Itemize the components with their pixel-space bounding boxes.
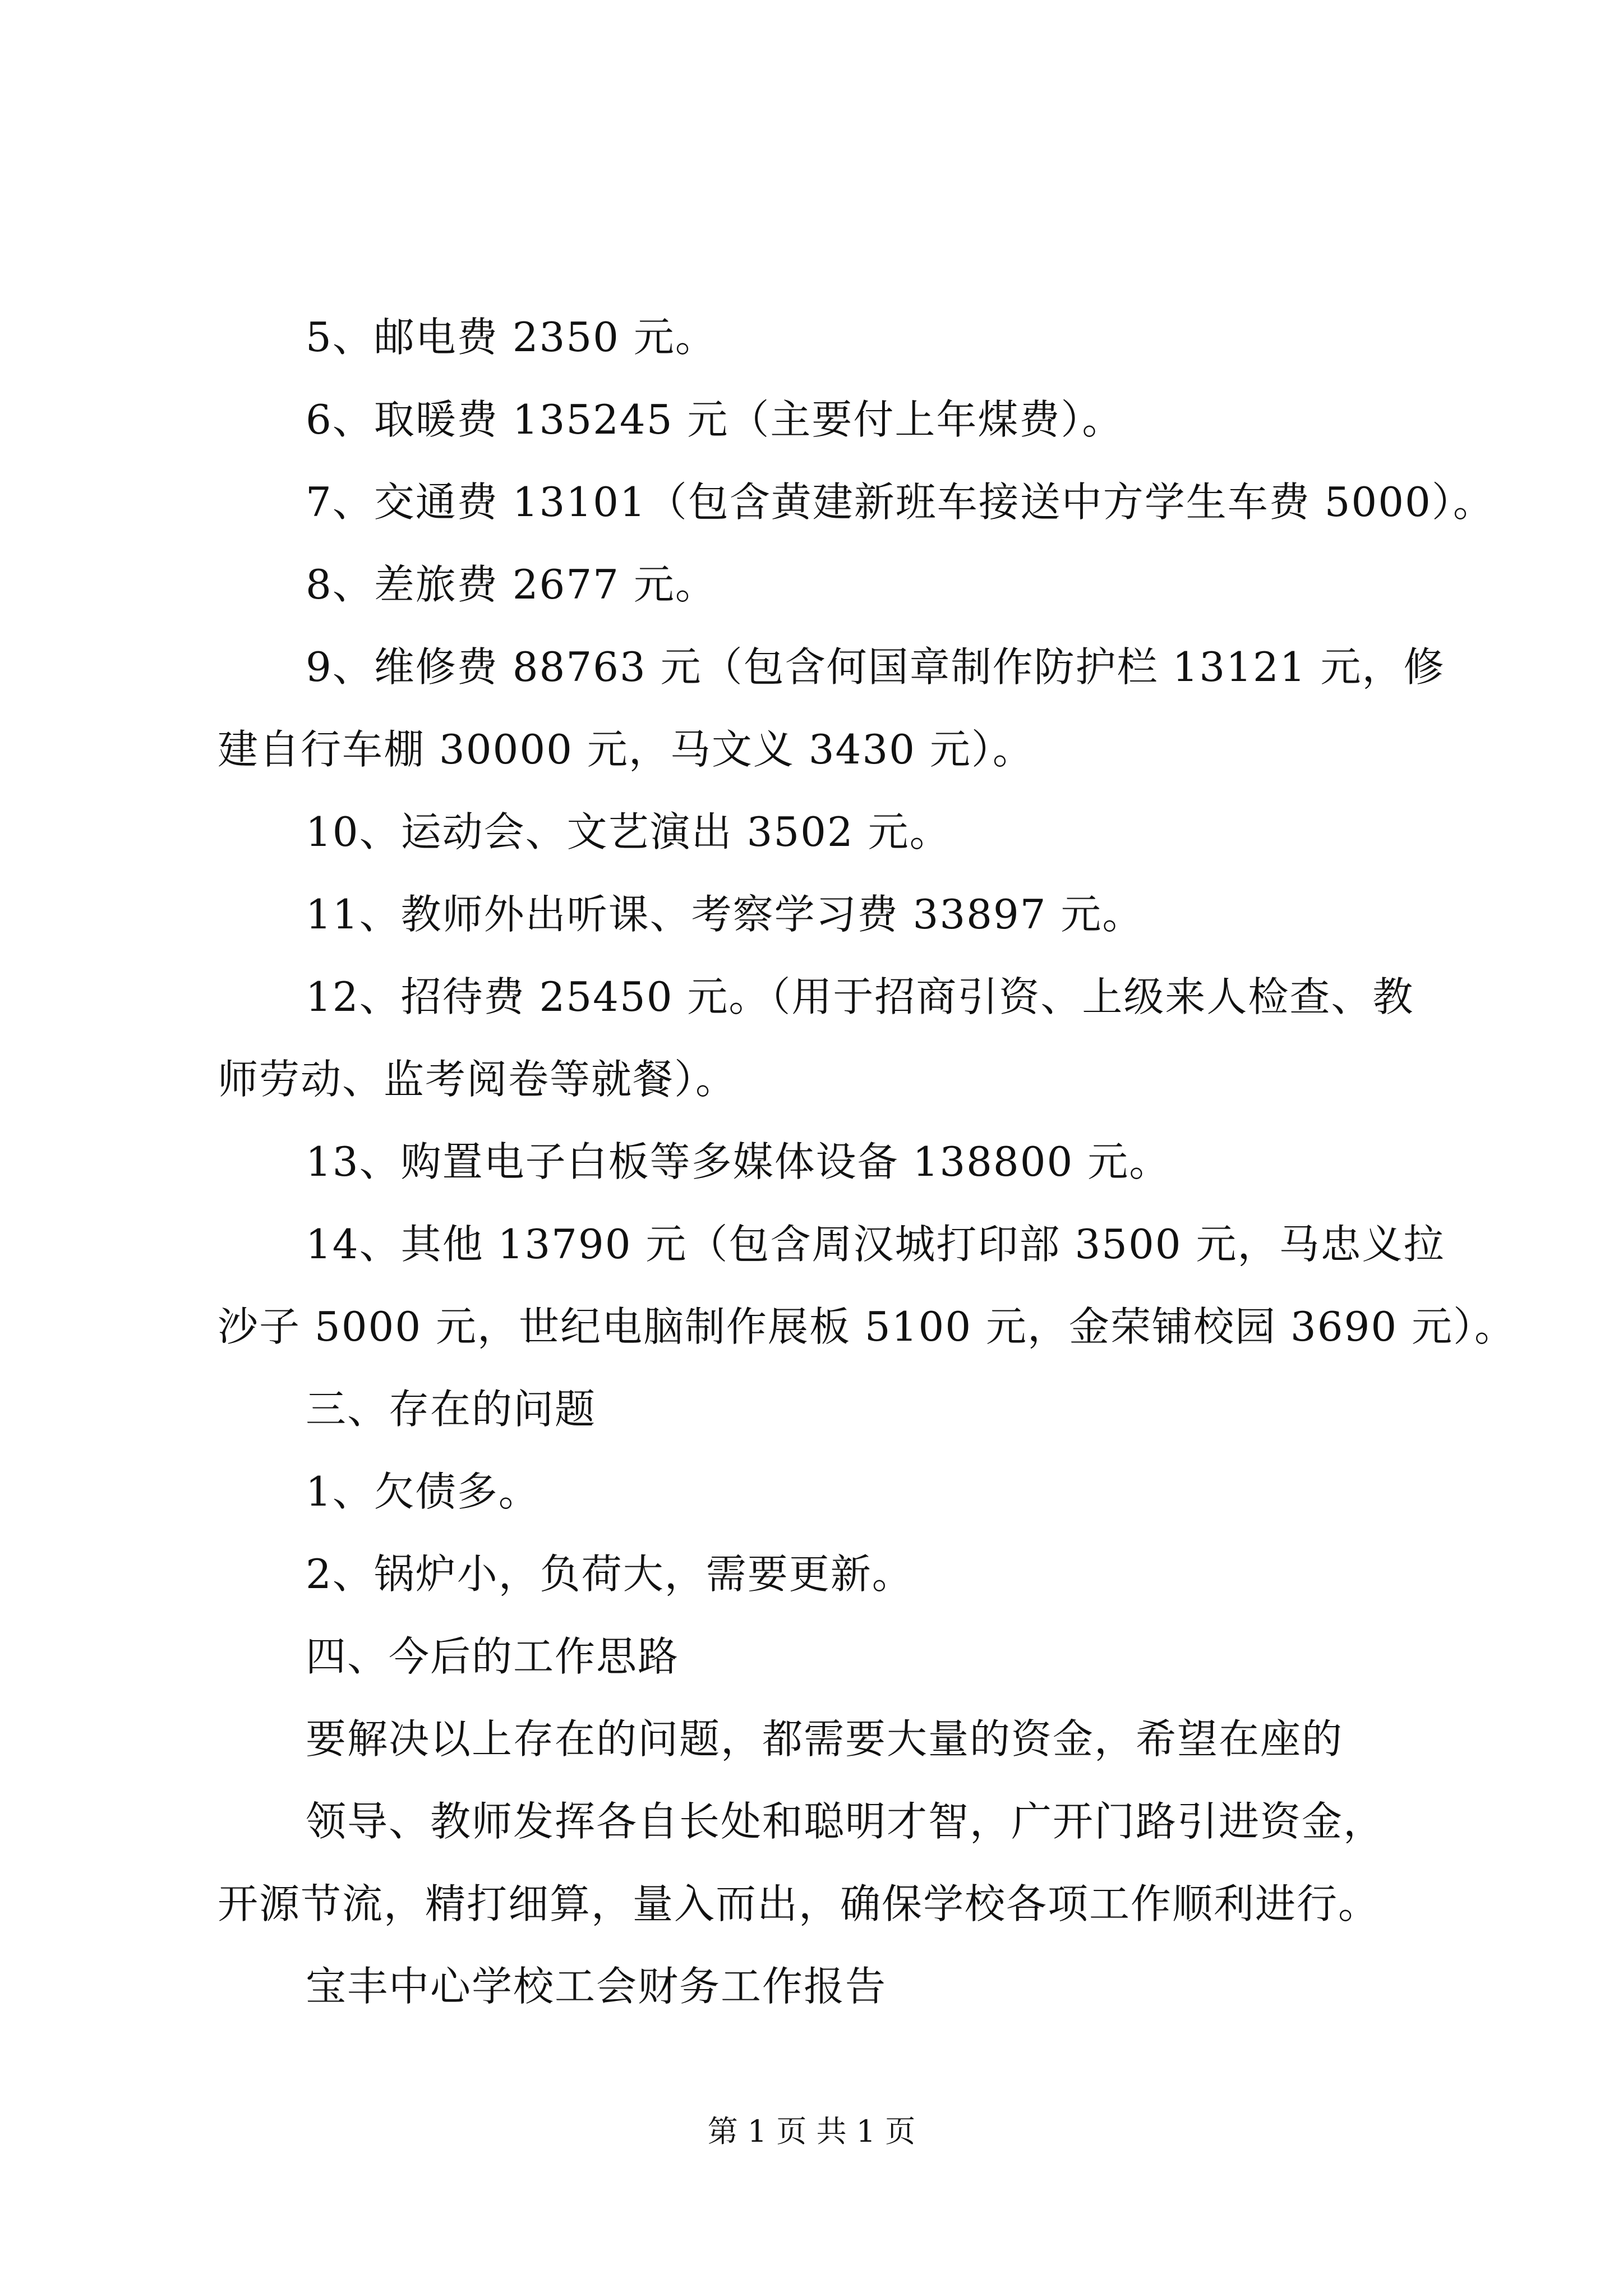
text-line-reception: 12、招待费 25450 元。（用于招商引资、上级来人检查、教 bbox=[306, 973, 1414, 1020]
section-heading-problems: 三、存在的问题 bbox=[306, 1386, 597, 1433]
text-line-repair-cont: 建自行车棚 30000 元，马文义 3430 元）。 bbox=[218, 726, 1034, 773]
text-line-other: 14、其他 13790 元（包含周汉城打印部 3500 元，马忠义拉 bbox=[306, 1221, 1445, 1268]
text-line-sports: 10、运动会、文艺演出 3502 元。 bbox=[306, 808, 951, 855]
text-line-equipment: 13、购置电子白板等多媒体设备 138800 元。 bbox=[306, 1138, 1171, 1185]
text-line-reception-cont: 师劳动、监考阅卷等就餐）。 bbox=[218, 1056, 737, 1103]
text-line-travel: 8、差旅费 2677 元。 bbox=[306, 561, 717, 608]
text-line-report-title: 宝丰中心学校工会财务工作报告 bbox=[306, 1963, 887, 2010]
text-line-transport: 7、交通费 13101（包含黄建新班车接送中方学生车费 5000）。 bbox=[306, 478, 1495, 526]
section-heading-plans: 四、今后的工作思路 bbox=[306, 1633, 680, 1680]
text-line-other-cont: 沙子 5000 元，世纪电脑制作展板 5100 元，金荣铺校园 3690 元）。 bbox=[218, 1303, 1516, 1350]
text-line-plan-2: 领导、教师发挥各自长处和聪明才智，广开门路引进资金， bbox=[306, 1798, 1385, 1845]
page-number-footer: 第 1 页 共 1 页 bbox=[707, 2114, 916, 2149]
text-line-boiler: 2、锅炉小，负荷大，需要更新。 bbox=[306, 1550, 914, 1598]
text-line-postage: 5、邮电费 2350 元。 bbox=[306, 314, 717, 361]
text-line-heating: 6、取暖费 135245 元（主要付上年煤费）。 bbox=[306, 396, 1124, 443]
text-line-debt: 1、欠债多。 bbox=[306, 1468, 540, 1515]
text-line-plan-3: 开源节流，精打细算，量入而出，确保学校各项工作顺利进行。 bbox=[218, 1880, 1380, 1927]
text-line-study: 11、教师外出听课、考察学习费 33897 元。 bbox=[306, 891, 1144, 938]
text-line-repair: 9、维修费 88763 元（包含何国章制作防护栏 13121 元，修 bbox=[306, 643, 1445, 691]
text-line-plan-1: 要解决以上存在的问题，都需要大量的资金，希望在座的 bbox=[306, 1715, 1344, 1763]
